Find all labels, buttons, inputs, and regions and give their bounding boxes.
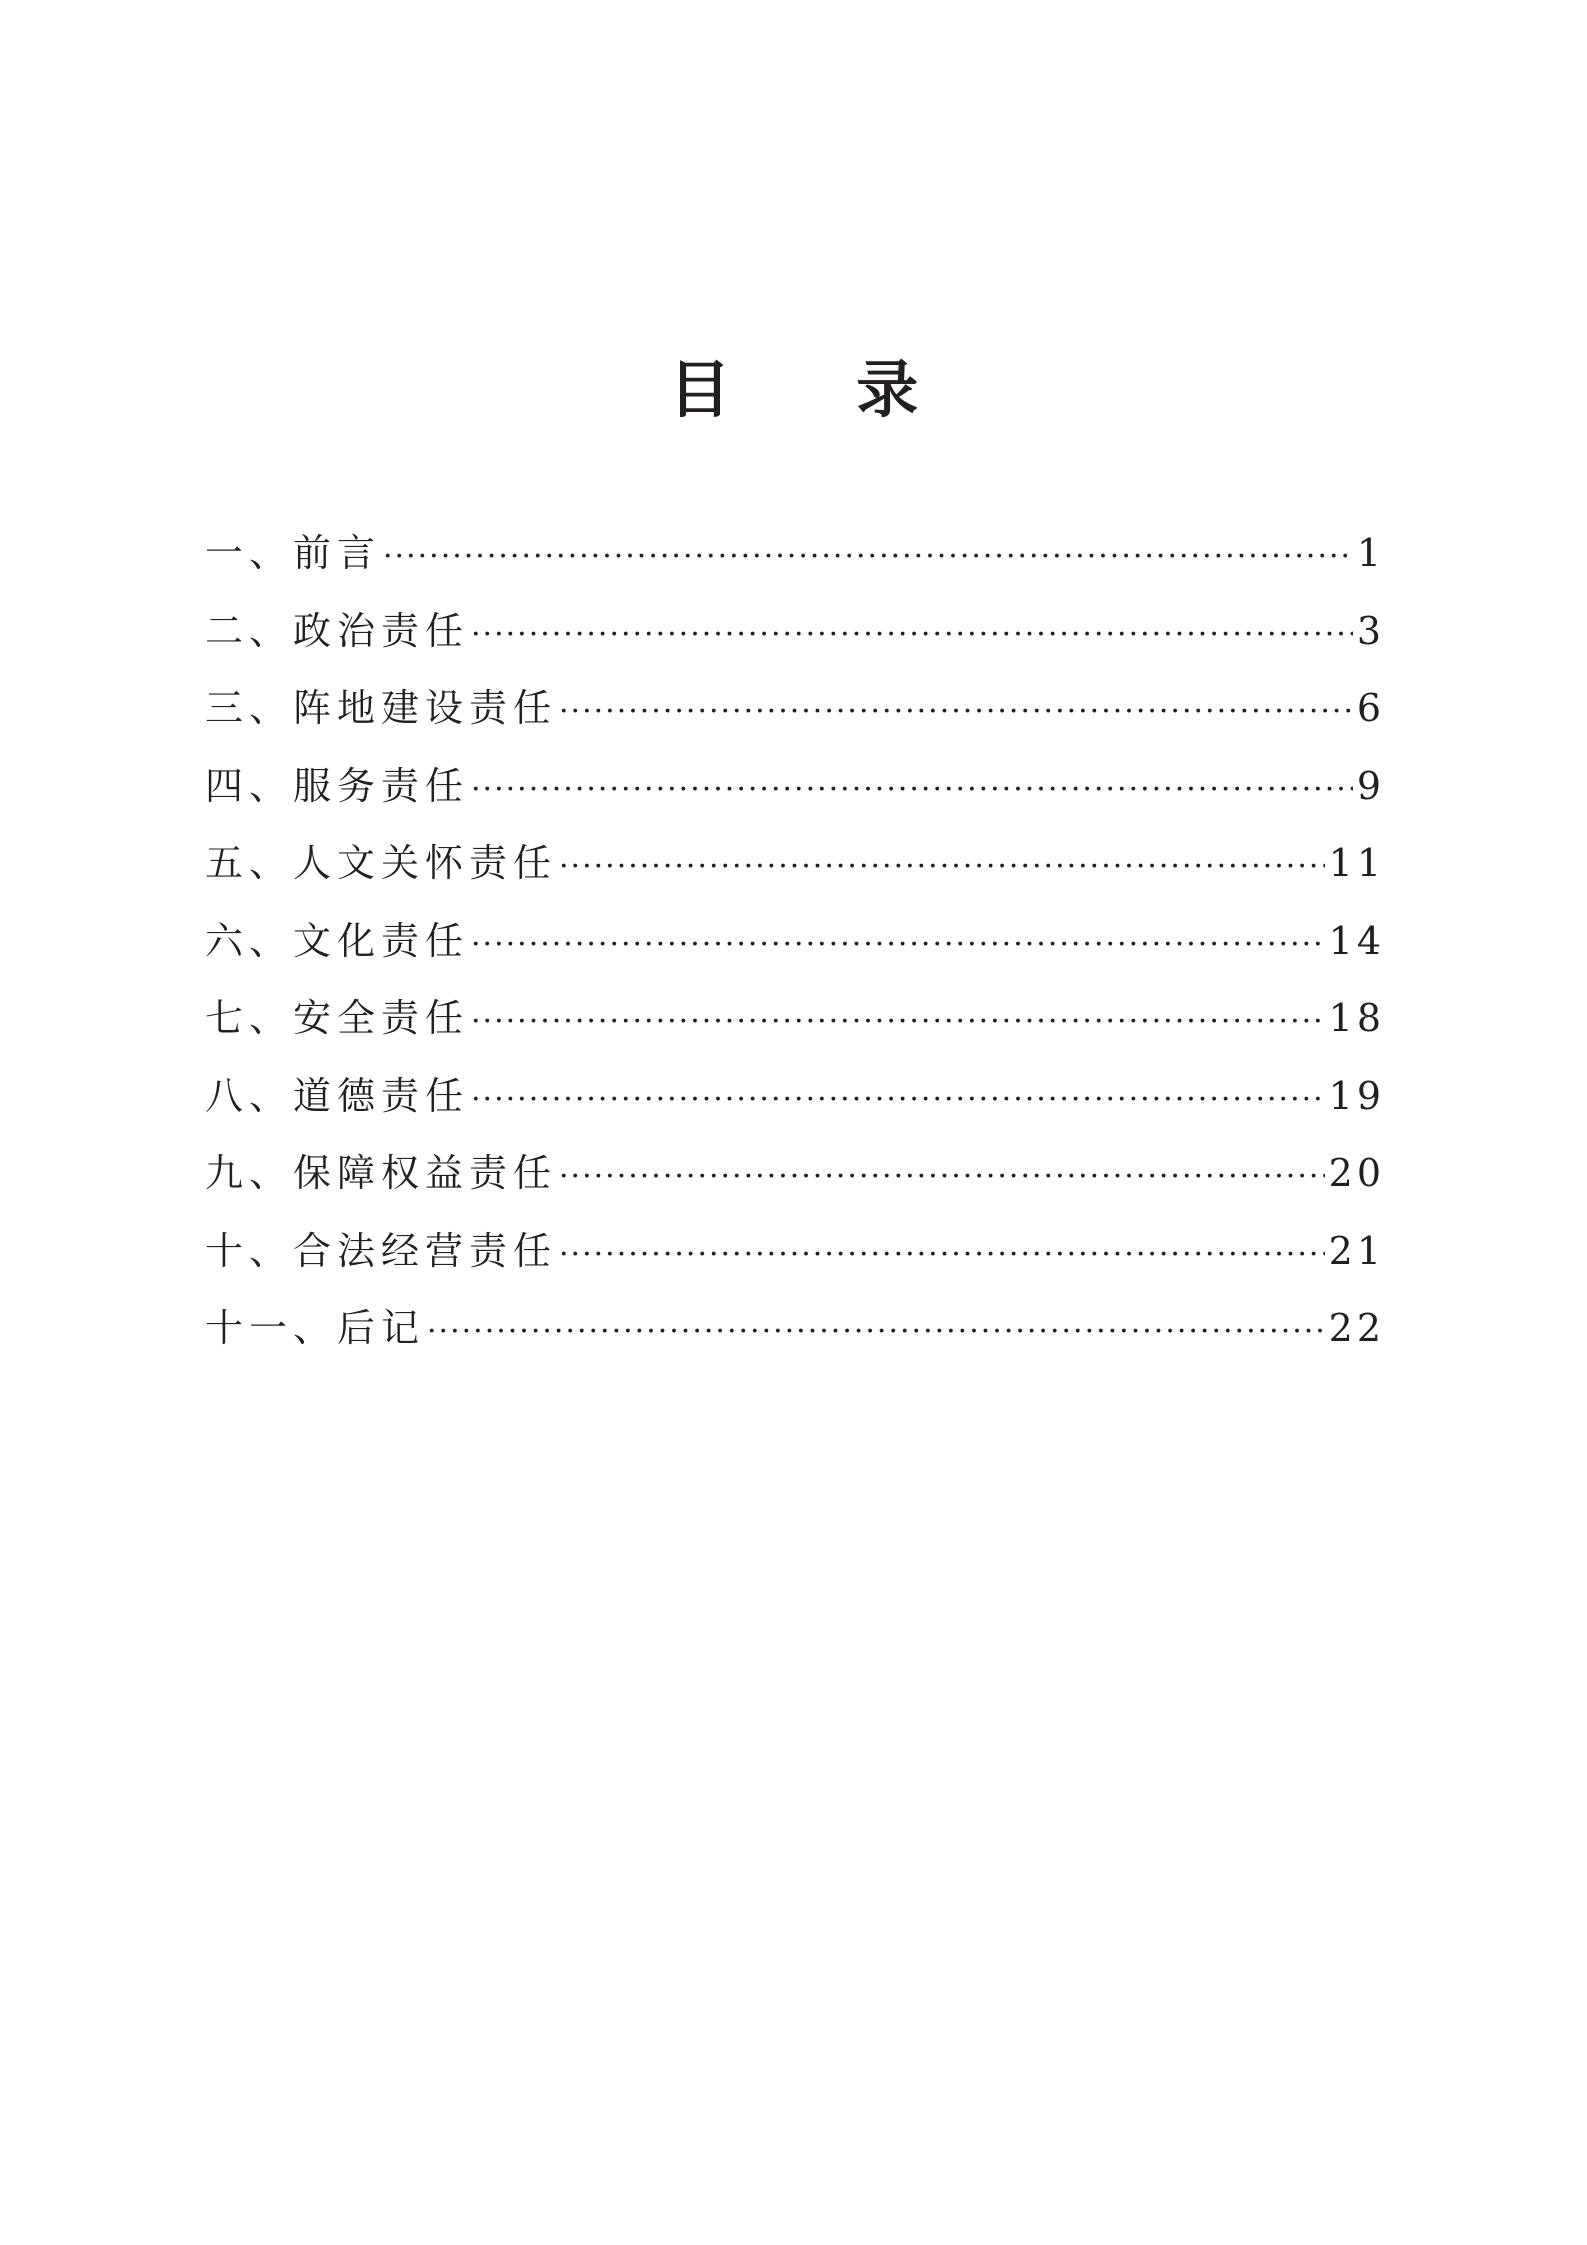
toc-entry-label: 六、文化责任 [205,918,470,963]
toc-entry[interactable] [205,980,1385,1058]
toc-entry-page: 14 [1328,918,1385,963]
toc-entry-label: 三、阵地建设责任 [205,686,558,730]
toc-entry-page: 18 [1328,996,1385,1040]
toc-entry[interactable] [205,670,1385,748]
toc-entry[interactable] [205,903,1385,981]
toc-entry[interactable] [205,593,1385,671]
toc-entry-page: 21 [1328,1228,1385,1273]
toc-dot-leader [383,518,1353,596]
toc-entry-page: 9 [1356,763,1385,808]
toc-entry-label: 十、合法经营责任 [205,1228,558,1273]
toc-entry-label: 一、前言 [205,531,382,575]
toc-entry-label: 九、保障权益责任 [205,1151,558,1195]
toc-dot-leader [559,1216,1325,1294]
toc-dot-leader [559,828,1325,906]
toc-entry[interactable] [205,1058,1385,1136]
toc-entry-page: 20 [1328,1151,1385,1195]
table-of-contents [205,515,1385,1368]
toc-entry-page: 11 [1328,841,1385,885]
toc-entry[interactable] [205,515,1385,593]
toc-entry-label: 八、道德责任 [205,1073,470,1118]
toc-entry[interactable] [205,1290,1385,1368]
toc-dot-leader [559,673,1353,751]
toc-dot-leader [559,1138,1325,1216]
toc-dot-leader [427,1293,1325,1371]
toc-entry[interactable] [205,1135,1385,1213]
toc-entry-label: 七、安全责任 [205,996,470,1040]
toc-entry-page: 1 [1356,531,1385,575]
toc-entry-page: 6 [1356,686,1385,730]
toc-dot-leader [471,596,1353,674]
toc-entry-page: 19 [1328,1073,1385,1118]
toc-entry[interactable] [205,748,1385,826]
toc-dot-leader [471,751,1353,829]
toc-dot-leader [471,1061,1325,1139]
toc-entry-page: 3 [1356,608,1385,653]
toc-entry-label: 二、政治责任 [205,608,470,653]
toc-dot-leader [471,906,1325,984]
page-title: 目 录 [668,353,971,426]
toc-entry-label: 四、服务责任 [205,763,470,808]
toc-entry-label: 五、人文关怀责任 [205,841,558,885]
toc-entry[interactable] [205,1213,1385,1291]
toc-entry[interactable] [205,825,1385,903]
toc-entry-page: 22 [1328,1306,1385,1350]
toc-entry-label: 十一、后记 [205,1306,426,1350]
toc-dot-leader [471,983,1325,1061]
